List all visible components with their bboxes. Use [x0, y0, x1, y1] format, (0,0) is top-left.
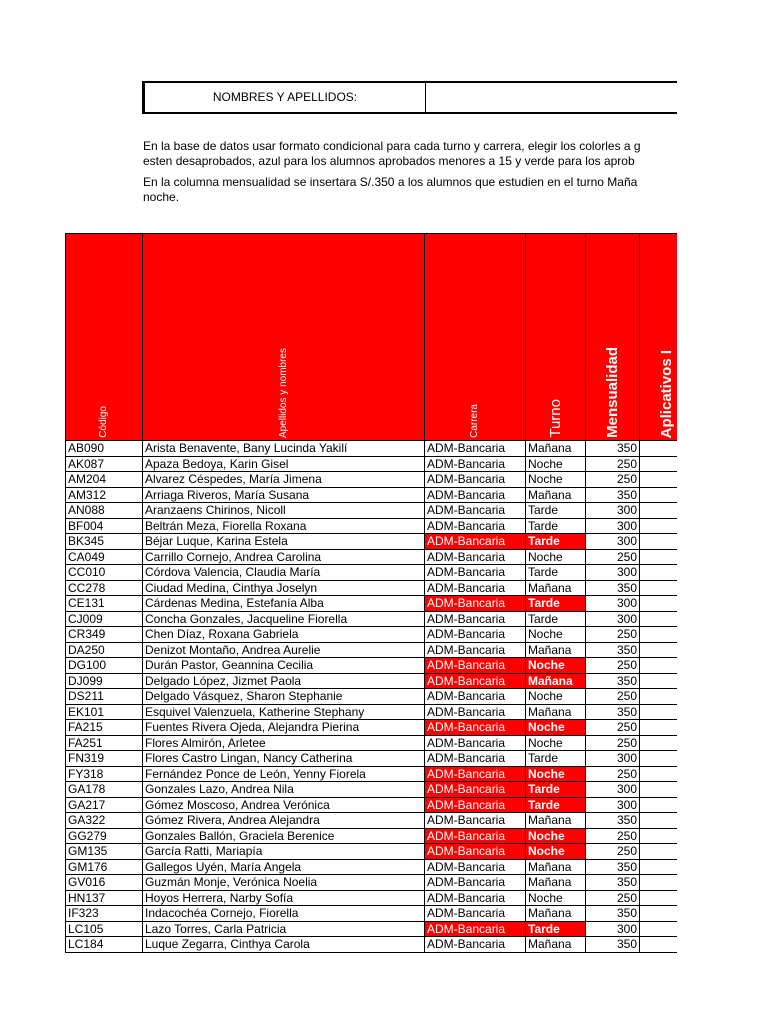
cell-carrera[interactable]: ADM-Bancaria	[425, 611, 526, 627]
table-row	[66, 813, 694, 829]
cell-turno[interactable]: Noche	[526, 844, 586, 860]
cell-nombre[interactable]: Delgado Vásquez, Sharon Stephanie	[143, 689, 425, 705]
cell-turno[interactable]: Noche	[526, 735, 586, 751]
cell-turno[interactable]: Tarde	[526, 921, 586, 937]
cell-turno[interactable]: Tarde	[526, 611, 586, 627]
cell-carrera[interactable]: ADM-Bancaria	[425, 627, 526, 643]
table-row	[66, 751, 694, 767]
cell-codigo[interactable]: DS211	[66, 689, 143, 705]
table-row	[66, 673, 694, 689]
cell-codigo[interactable]: CC278	[66, 580, 143, 596]
cell-turno[interactable]: Tarde	[526, 565, 586, 581]
cell-codigo[interactable]: CA049	[66, 549, 143, 565]
header-mensualidad[interactable]	[586, 234, 640, 441]
cell-carrera[interactable]: ADM-Bancaria	[425, 704, 526, 720]
cell-carrera[interactable]: ADM-Bancaria	[425, 642, 526, 658]
cell-mensualidad[interactable]: 300	[586, 534, 640, 550]
cell-codigo[interactable]: GV016	[66, 875, 143, 891]
cell-mensualidad[interactable]: 350	[586, 673, 640, 689]
header-aplicativos-label: Aplicativos I	[657, 349, 675, 438]
cell-codigo[interactable]: FN319	[66, 751, 143, 767]
cell-nombre[interactable]: Hoyos Herrera, Narby Sofía	[143, 890, 425, 906]
cell-mensualidad[interactable]: 250	[586, 735, 640, 751]
header-codigo[interactable]	[66, 234, 143, 441]
cell-codigo[interactable]: DJ099	[66, 673, 143, 689]
cell-nombre[interactable]: Durán Pastor, Geannina Cecilia	[143, 658, 425, 674]
cell-codigo[interactable]: GA217	[66, 797, 143, 813]
cell-mensualidad[interactable]: 300	[586, 782, 640, 798]
cell-codigo[interactable]: GM135	[66, 844, 143, 860]
table-row	[66, 518, 694, 534]
cell-codigo[interactable]: CJ009	[66, 611, 143, 627]
cell-nombre[interactable]: Esquivel Valenzuela, Katherine Stephany	[143, 704, 425, 720]
cell-codigo[interactable]: BK345	[66, 534, 143, 550]
cell-nombre[interactable]: Gómez Rivera, Andrea Alejandra	[143, 813, 425, 829]
cell-mensualidad[interactable]: 350	[586, 906, 640, 922]
cell-turno[interactable]: Tarde	[526, 782, 586, 798]
cell-carrera[interactable]: ADM-Bancaria	[425, 518, 526, 534]
cell-codigo[interactable]: AK087	[66, 456, 143, 472]
table-row	[66, 937, 694, 953]
cell-carrera[interactable]: ADM-Bancaria	[425, 797, 526, 813]
table-row	[66, 766, 694, 782]
cell-mensualidad[interactable]: 250	[586, 627, 640, 643]
cell-carrera[interactable]: ADM-Bancaria	[425, 890, 526, 906]
table-row	[66, 441, 694, 457]
cell-mensualidad[interactable]: 250	[586, 890, 640, 906]
cell-nombre[interactable]: Lazo Torres, Carla Patricia	[143, 921, 425, 937]
instruction-line-3: En la columna mensualidad se insertara S/.350 a los alumnos que estudien en el turno Maña	[143, 175, 638, 189]
cell-mensualidad[interactable]: 300	[586, 518, 640, 534]
cell-codigo[interactable]: GA178	[66, 782, 143, 798]
cell-turno[interactable]: Tarde	[526, 518, 586, 534]
table-row	[66, 642, 694, 658]
cell-carrera[interactable]: ADM-Bancaria	[425, 906, 526, 922]
instruction-line-1: En la base de datos usar formato condicional para cada turno y carrera, elegir los colorles a g	[143, 139, 641, 153]
cell-turno[interactable]: Noche	[526, 689, 586, 705]
cell-mensualidad[interactable]: 300	[586, 751, 640, 767]
cell-nombre[interactable]: Gallegos Uyén, María Angela	[143, 859, 425, 875]
cell-turno[interactable]: Noche	[526, 720, 586, 736]
cell-turno[interactable]: Tarde	[526, 797, 586, 813]
cell-mensualidad[interactable]: 350	[586, 642, 640, 658]
cell-nombre[interactable]: Denizot Montaño, Andrea Aurelie	[143, 642, 425, 658]
cell-turno[interactable]: Mañana	[526, 937, 586, 953]
cell-nombre[interactable]: Córdova Valencia, Claudia María	[143, 565, 425, 581]
cell-carrera[interactable]: ADM-Bancaria	[425, 813, 526, 829]
cell-carrera[interactable]: ADM-Bancaria	[425, 472, 526, 488]
table-row	[66, 704, 694, 720]
cell-carrera[interactable]: ADM-Bancaria	[425, 766, 526, 782]
cell-carrera[interactable]: ADM-Bancaria	[425, 456, 526, 472]
cell-mensualidad[interactable]: 300	[586, 611, 640, 627]
cell-codigo[interactable]: HN137	[66, 890, 143, 906]
cell-turno[interactable]: Noche	[526, 549, 586, 565]
cell-turno[interactable]: Mañana	[526, 906, 586, 922]
cell-nombre[interactable]: García Ratti, Mariapía	[143, 844, 425, 860]
cell-carrera[interactable]: ADM-Bancaria	[425, 503, 526, 519]
table-row	[66, 735, 694, 751]
cell-mensualidad[interactable]: 350	[586, 580, 640, 596]
cell-turno[interactable]: Mañana	[526, 580, 586, 596]
cell-mensualidad[interactable]: 250	[586, 456, 640, 472]
cell-codigo[interactable]: LC105	[66, 921, 143, 937]
cell-carrera[interactable]: ADM-Bancaria	[425, 921, 526, 937]
table-row	[66, 565, 694, 581]
cell-codigo[interactable]: CR349	[66, 627, 143, 643]
name-field-box	[142, 81, 682, 114]
table-row	[66, 689, 694, 705]
cell-mensualidad[interactable]: 250	[586, 766, 640, 782]
cell-carrera[interactable]: ADM-Bancaria	[425, 689, 526, 705]
cell-codigo[interactable]: FA215	[66, 720, 143, 736]
cell-carrera[interactable]: ADM-Bancaria	[425, 875, 526, 891]
table-row	[66, 797, 694, 813]
cell-mensualidad[interactable]: 300	[586, 797, 640, 813]
cell-codigo[interactable]: GA322	[66, 813, 143, 829]
cell-codigo[interactable]: CC010	[66, 565, 143, 581]
table-row	[66, 580, 694, 596]
cell-mensualidad[interactable]: 350	[586, 813, 640, 829]
instruction-line-2: esten desaprobados, azul para los alumnos aprobados menores a 15 y verde para los aprob	[143, 154, 635, 168]
cell-mensualidad[interactable]: 250	[586, 472, 640, 488]
cell-carrera[interactable]: ADM-Bancaria	[425, 673, 526, 689]
cell-turno[interactable]: Mañana	[526, 441, 586, 457]
cell-carrera[interactable]: ADM-Bancaria	[425, 844, 526, 860]
cell-turno[interactable]: Mañana	[526, 875, 586, 891]
instruction-line-4: noche.	[143, 190, 180, 204]
cell-turno[interactable]: Noche	[526, 456, 586, 472]
cell-mensualidad[interactable]: 250	[586, 689, 640, 705]
cell-codigo[interactable]: IF323	[66, 906, 143, 922]
table-row	[66, 720, 694, 736]
cell-turno[interactable]: Noche	[526, 890, 586, 906]
cell-nombre[interactable]: Aranzaens Chirinos, Nicoll	[143, 503, 425, 519]
cell-turno[interactable]: Tarde	[526, 503, 586, 519]
cell-codigo[interactable]: AM204	[66, 472, 143, 488]
table-row	[66, 487, 694, 503]
cell-codigo[interactable]: EK101	[66, 704, 143, 720]
cell-mensualidad[interactable]: 350	[586, 937, 640, 953]
cell-nombre[interactable]: Gonzales Lazo, Andrea Nila	[143, 782, 425, 798]
table-row	[66, 456, 694, 472]
cell-turno[interactable]: Mañana	[526, 487, 586, 503]
table-row	[66, 596, 694, 612]
cell-turno[interactable]: Noche	[526, 658, 586, 674]
table-row	[66, 782, 694, 798]
cell-carrera[interactable]: ADM-Bancaria	[425, 782, 526, 798]
cell-mensualidad[interactable]: 350	[586, 487, 640, 503]
cell-carrera[interactable]: ADM-Bancaria	[425, 658, 526, 674]
cell-nombre[interactable]: Cárdenas Medina, Estefanía Alba	[143, 596, 425, 612]
cell-nombre[interactable]: Beltrán Meza, Fiorella Roxana	[143, 518, 425, 534]
table-row	[66, 549, 694, 565]
cell-turno[interactable]: Tarde	[526, 534, 586, 550]
cell-nombre[interactable]: Ciudad Medina, Cinthya Joselyn	[143, 580, 425, 596]
cell-carrera[interactable]: ADM-Bancaria	[425, 549, 526, 565]
header-carrera-label: Carrera	[469, 404, 480, 438]
cell-carrera[interactable]: ADM-Bancaria	[425, 859, 526, 875]
cell-mensualidad[interactable]: 250	[586, 658, 640, 674]
cell-mensualidad[interactable]: 250	[586, 549, 640, 565]
table-row	[66, 890, 694, 906]
table-row	[66, 906, 694, 922]
header-carrera[interactable]	[425, 234, 526, 441]
cell-nombre[interactable]: Gonzales Ballón, Graciela Berenice	[143, 828, 425, 844]
cell-turno[interactable]: Mañana	[526, 859, 586, 875]
cell-nombre[interactable]: Apaza Bedoya, Karin Gisel	[143, 456, 425, 472]
cell-nombre[interactable]: Arista Benavente, Bany Lucinda Yakilí	[143, 441, 425, 457]
table-row	[66, 844, 694, 860]
cell-carrera[interactable]: ADM-Bancaria	[425, 720, 526, 736]
cell-mensualidad[interactable]: 300	[586, 503, 640, 519]
cell-nombre[interactable]: Guzmán Monje, Verónica Noelia	[143, 875, 425, 891]
cell-mensualidad[interactable]: 250	[586, 720, 640, 736]
name-field-value[interactable]	[427, 83, 682, 112]
table-row	[66, 658, 694, 674]
cell-codigo[interactable]: DA250	[66, 642, 143, 658]
cell-codigo[interactable]: FA251	[66, 735, 143, 751]
cell-turno[interactable]: Tarde	[526, 596, 586, 612]
cell-carrera[interactable]: ADM-Bancaria	[425, 751, 526, 767]
cell-turno[interactable]: Noche	[526, 828, 586, 844]
cell-codigo[interactable]: AB090	[66, 441, 143, 457]
cell-carrera[interactable]: ADM-Bancaria	[425, 565, 526, 581]
cell-turno[interactable]: Mañana	[526, 813, 586, 829]
cell-carrera[interactable]: ADM-Bancaria	[425, 937, 526, 953]
cell-mensualidad[interactable]: 300	[586, 596, 640, 612]
cell-codigo[interactable]: BF004	[66, 518, 143, 534]
cell-nombre[interactable]: Fernández Ponce de León, Yenny Fiorela	[143, 766, 425, 782]
header-row	[66, 234, 694, 441]
cell-nombre[interactable]: Arriaga Riveros, María Susana	[143, 487, 425, 503]
header-mensualidad-label: Mensualidad	[603, 347, 621, 438]
sheet-clip-edge	[677, 0, 768, 1024]
table-row	[66, 503, 694, 519]
cell-nombre[interactable]: Carrillo Cornejo, Andrea Carolina	[143, 549, 425, 565]
cell-codigo[interactable]: AM312	[66, 487, 143, 503]
cell-nombre[interactable]: Chen Díaz, Roxana Gabriela	[143, 627, 425, 643]
cell-turno[interactable]: Noche	[526, 766, 586, 782]
cell-codigo[interactable]: GG279	[66, 828, 143, 844]
cell-nombre[interactable]: Béjar Luque, Karina Estela	[143, 534, 425, 550]
cell-nombre[interactable]: Fuentes Rivera Ojeda, Alejandra Pierina	[143, 720, 425, 736]
cell-nombre[interactable]: Luque Zegarra, Cinthya Carola	[143, 937, 425, 953]
cell-nombre[interactable]: Delgado López, Jizmet Paola	[143, 673, 425, 689]
table-row	[66, 534, 694, 550]
cell-mensualidad[interactable]: 350	[586, 859, 640, 875]
cell-mensualidad[interactable]: 350	[586, 441, 640, 457]
header-nombres-label: Apellidos y nombres	[277, 347, 289, 438]
cell-mensualidad[interactable]: 300	[586, 921, 640, 937]
cell-codigo[interactable]: CE131	[66, 596, 143, 612]
header-codigo-label: Código	[98, 406, 109, 438]
cell-nombre[interactable]: Alvarez Céspedes, María Jimena	[143, 472, 425, 488]
header-turno[interactable]	[526, 234, 586, 441]
cell-nombre[interactable]: Flores Almirón, Arletee	[143, 735, 425, 751]
cell-turno[interactable]: Mañana	[526, 704, 586, 720]
cell-nombre[interactable]: Concha Gonzales, Jacqueline Fiorella	[143, 611, 425, 627]
table-row	[66, 828, 694, 844]
cell-codigo[interactable]: AN088	[66, 503, 143, 519]
table-row	[66, 611, 694, 627]
cell-codigo[interactable]: DG100	[66, 658, 143, 674]
table-row	[66, 859, 694, 875]
cell-turno[interactable]: Noche	[526, 472, 586, 488]
header-nombres[interactable]	[143, 234, 425, 441]
cell-carrera[interactable]: ADM-Bancaria	[425, 828, 526, 844]
cell-mensualidad[interactable]: 300	[586, 565, 640, 581]
table-row	[66, 472, 694, 488]
cell-mensualidad[interactable]: 250	[586, 828, 640, 844]
cell-carrera[interactable]: ADM-Bancaria	[425, 487, 526, 503]
cell-nombre[interactable]: Flores Castro Lingan, Nancy Catherina	[143, 751, 425, 767]
table-row	[66, 627, 694, 643]
header-turno-label: Turno	[546, 399, 564, 438]
cell-nombre[interactable]: Indacochéa Cornejo, Fiorella	[143, 906, 425, 922]
name-field-label: NOMBRES Y APELLIDOS:	[145, 83, 426, 112]
table-row	[66, 875, 694, 891]
cell-turno[interactable]: Mañana	[526, 673, 586, 689]
cell-nombre[interactable]: Gómez Moscoso, Andrea Verónica	[143, 797, 425, 813]
cell-carrera[interactable]: ADM-Bancaria	[425, 441, 526, 457]
cell-mensualidad[interactable]: 250	[586, 844, 640, 860]
cell-carrera[interactable]: ADM-Bancaria	[425, 735, 526, 751]
cell-mensualidad[interactable]: 350	[586, 704, 640, 720]
table-row	[66, 921, 694, 937]
cell-turno[interactable]: Tarde	[526, 751, 586, 767]
cell-codigo[interactable]: FY318	[66, 766, 143, 782]
cell-carrera[interactable]: ADM-Bancaria	[425, 596, 526, 612]
cell-codigo[interactable]: LC184	[66, 937, 143, 953]
cell-mensualidad[interactable]: 350	[586, 875, 640, 891]
student-table	[65, 233, 694, 953]
cell-turno[interactable]: Noche	[526, 627, 586, 643]
cell-carrera[interactable]: ADM-Bancaria	[425, 534, 526, 550]
cell-carrera[interactable]: ADM-Bancaria	[425, 580, 526, 596]
cell-codigo[interactable]: GM176	[66, 859, 143, 875]
cell-turno[interactable]: Mañana	[526, 642, 586, 658]
